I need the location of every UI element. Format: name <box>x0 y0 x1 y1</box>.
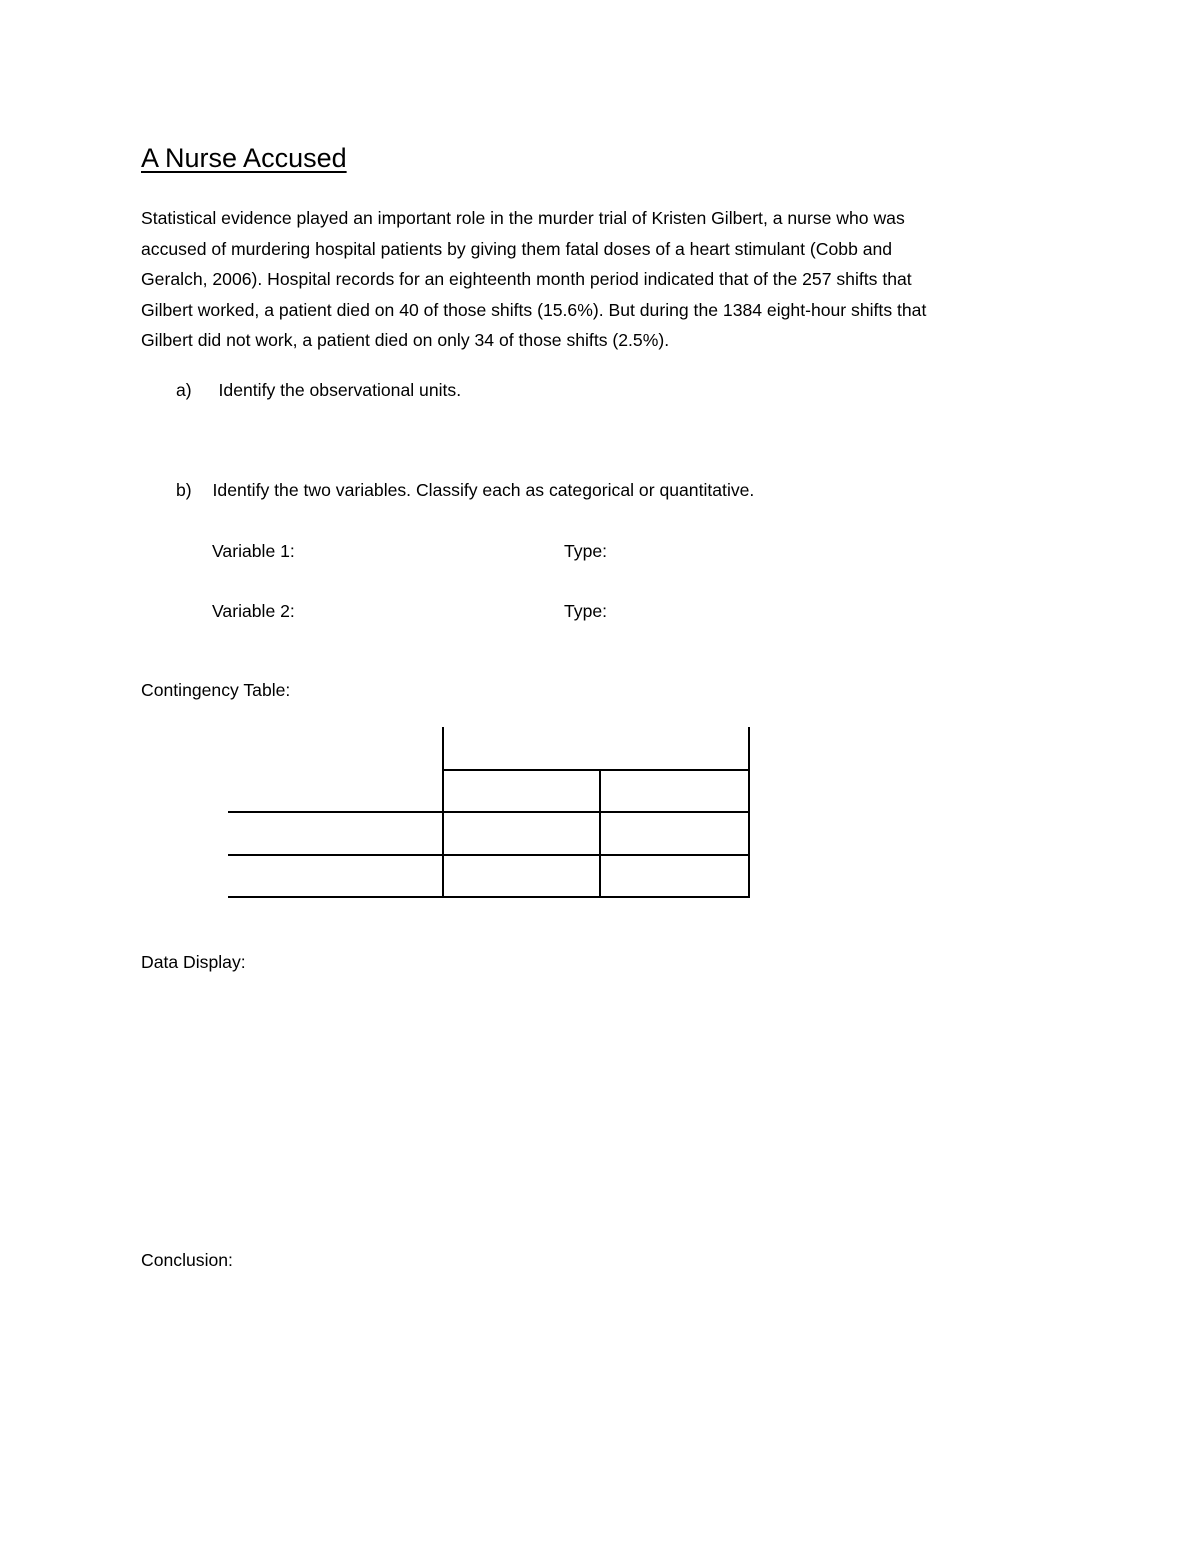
intro-line: Gilbert did not work, a patient died on only 34 of those shifts (2.5%). <box>141 330 670 350</box>
question-b-marker: b) <box>176 480 192 500</box>
page-title: A Nurse Accused <box>141 143 347 173</box>
variable-2-label: Variable 2: <box>212 601 295 621</box>
variable-1-label: Variable 1: <box>212 541 295 561</box>
question-a-marker: a) <box>176 380 192 400</box>
intro-line: accused of murdering hospital patients by giving them fatal doses of a heart stimulant (Cobb and <box>141 238 893 259</box>
intro-line: Gilbert worked, a patient died on 40 of those shifts (15.6%). But during the 1384 eight-hour shifts that <box>141 299 927 320</box>
question-a-text: Identify the observational units. <box>218 380 462 400</box>
conclusion-label: Conclusion: <box>141 1250 233 1270</box>
intro-line: Geralch, 2006). Hospital records for an eighteenth month period indicated that of the 257 shifts that <box>141 269 912 289</box>
contingency-table-label: Contingency Table: <box>141 680 291 700</box>
intro-line: Statistical evidence played an important role in the murder trial of Kristen Gilbert, a nurse who was <box>141 208 905 228</box>
variable-1-type-label: Type: <box>564 541 608 561</box>
variable-2-type-label: Type: <box>564 601 608 621</box>
question-b-text: Identify the two variables. Classify each as categorical or quantitative. <box>212 480 755 500</box>
data-display-label: Data Display: <box>141 952 246 972</box>
